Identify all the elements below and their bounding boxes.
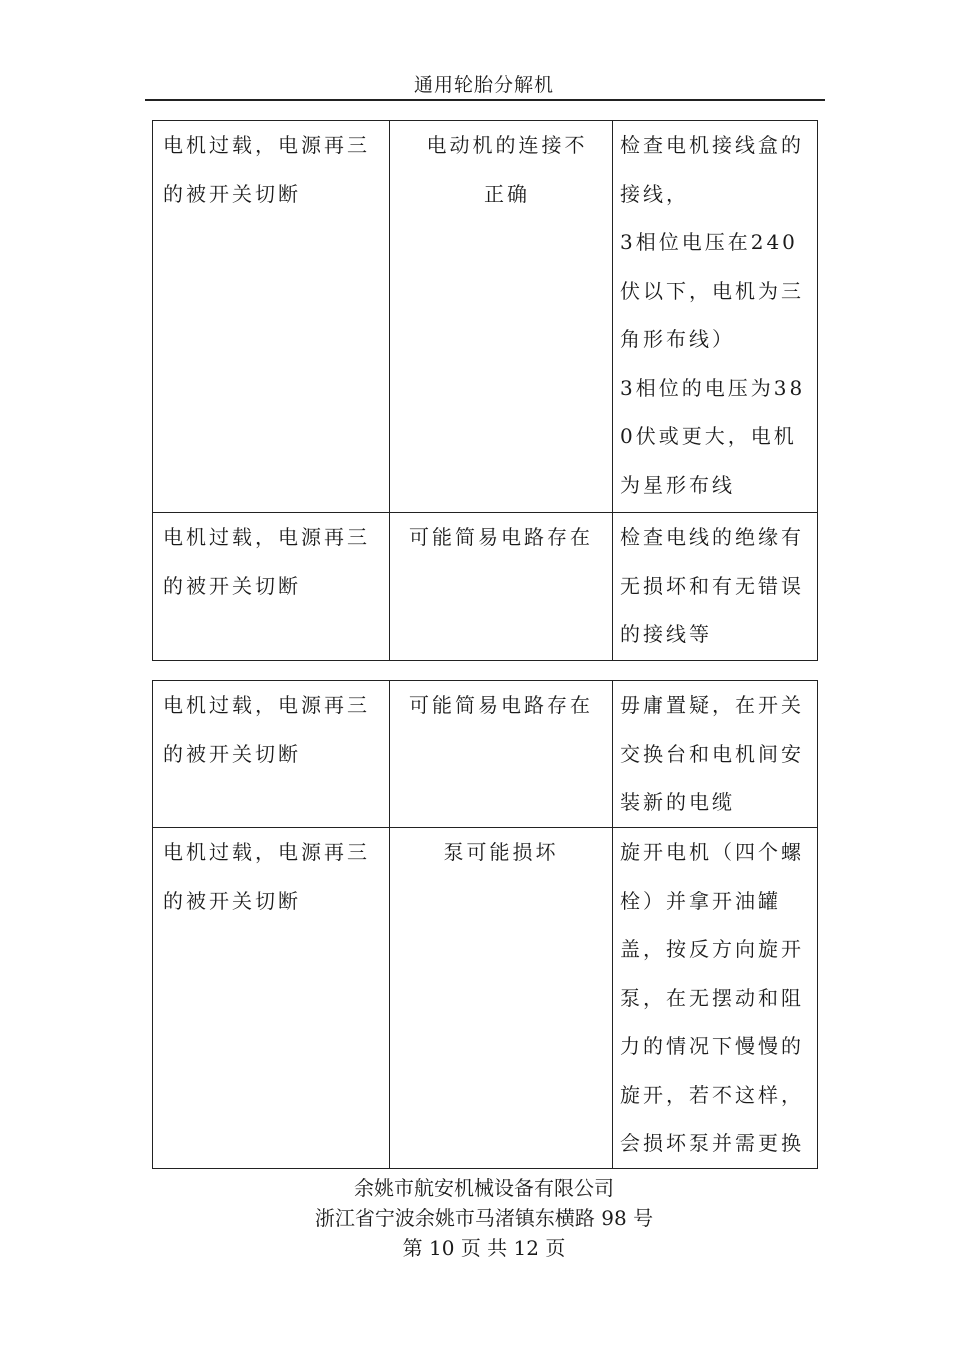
header-divider [145,99,825,101]
remedy-cell [613,828,818,1169]
symptom-cell [153,121,390,513]
remedy-line: 毋庸置疑，在开关交换台和电机间安装新的电缆 [620,693,804,814]
troubleshooting-table-2 [152,680,818,1169]
remedy-line: 旋开电机（四个螺栓）并拿开油罐盖，按反方向旋开泵，在无摆动和阻力的情况下慢慢的旋开，若不这样，会损坏泵并需更换 [620,840,804,1155]
troubleshooting-table-1 [152,120,818,661]
symptom-cell [153,828,390,1169]
symptom-text: 电机过载，电源再三的被开关切断 [163,133,370,206]
footer-company: 余姚市航安机械设备有限公司 [354,1176,614,1200]
cause-cell [390,828,613,1169]
remedy-cell [613,681,818,828]
document-header-title: 通用轮胎分解机 [413,74,554,96]
cause-text: 泵可能损坏 [443,840,559,864]
symptom-text: 电机过载，电源再三的被开关切断 [163,840,370,913]
cause-cell [390,513,613,661]
table-row [153,513,818,661]
remedy-line: 检查电线的绝缘有无损坏和有无错误的接线等 [620,525,804,646]
footer-address: 浙江省宁波余姚市马渚镇东横路 98 号 [314,1206,654,1230]
symptom-text: 电机过载，电源再三的被开关切断 [163,525,370,598]
remedy-line: 3相位的电压为380伏或更大，电机为星形布线 [620,375,806,497]
cause-text: 电动机的连接不正确 [426,133,588,206]
symptom-text: 电机过载，电源再三的被开关切断 [163,693,370,766]
remedy-line: 3相位电压在240伏以下，电机为三角形布线） [620,230,804,351]
remedy-line: 检查电机接线盒的接线， [620,133,804,206]
cause-cell [390,121,613,513]
cause-cell [390,681,613,828]
cause-text: 可能简易电路存在 [409,693,593,717]
cause-text: 可能简易电路存在 [409,525,593,549]
symptom-cell [153,681,390,828]
table-row [153,121,818,513]
remedy-cell [613,513,818,661]
symptom-cell [153,513,390,661]
table-row [153,681,818,828]
table-row [153,828,818,1169]
remedy-cell [613,121,818,513]
footer-page-number: 第 10 页 共 12 页 [402,1236,566,1260]
